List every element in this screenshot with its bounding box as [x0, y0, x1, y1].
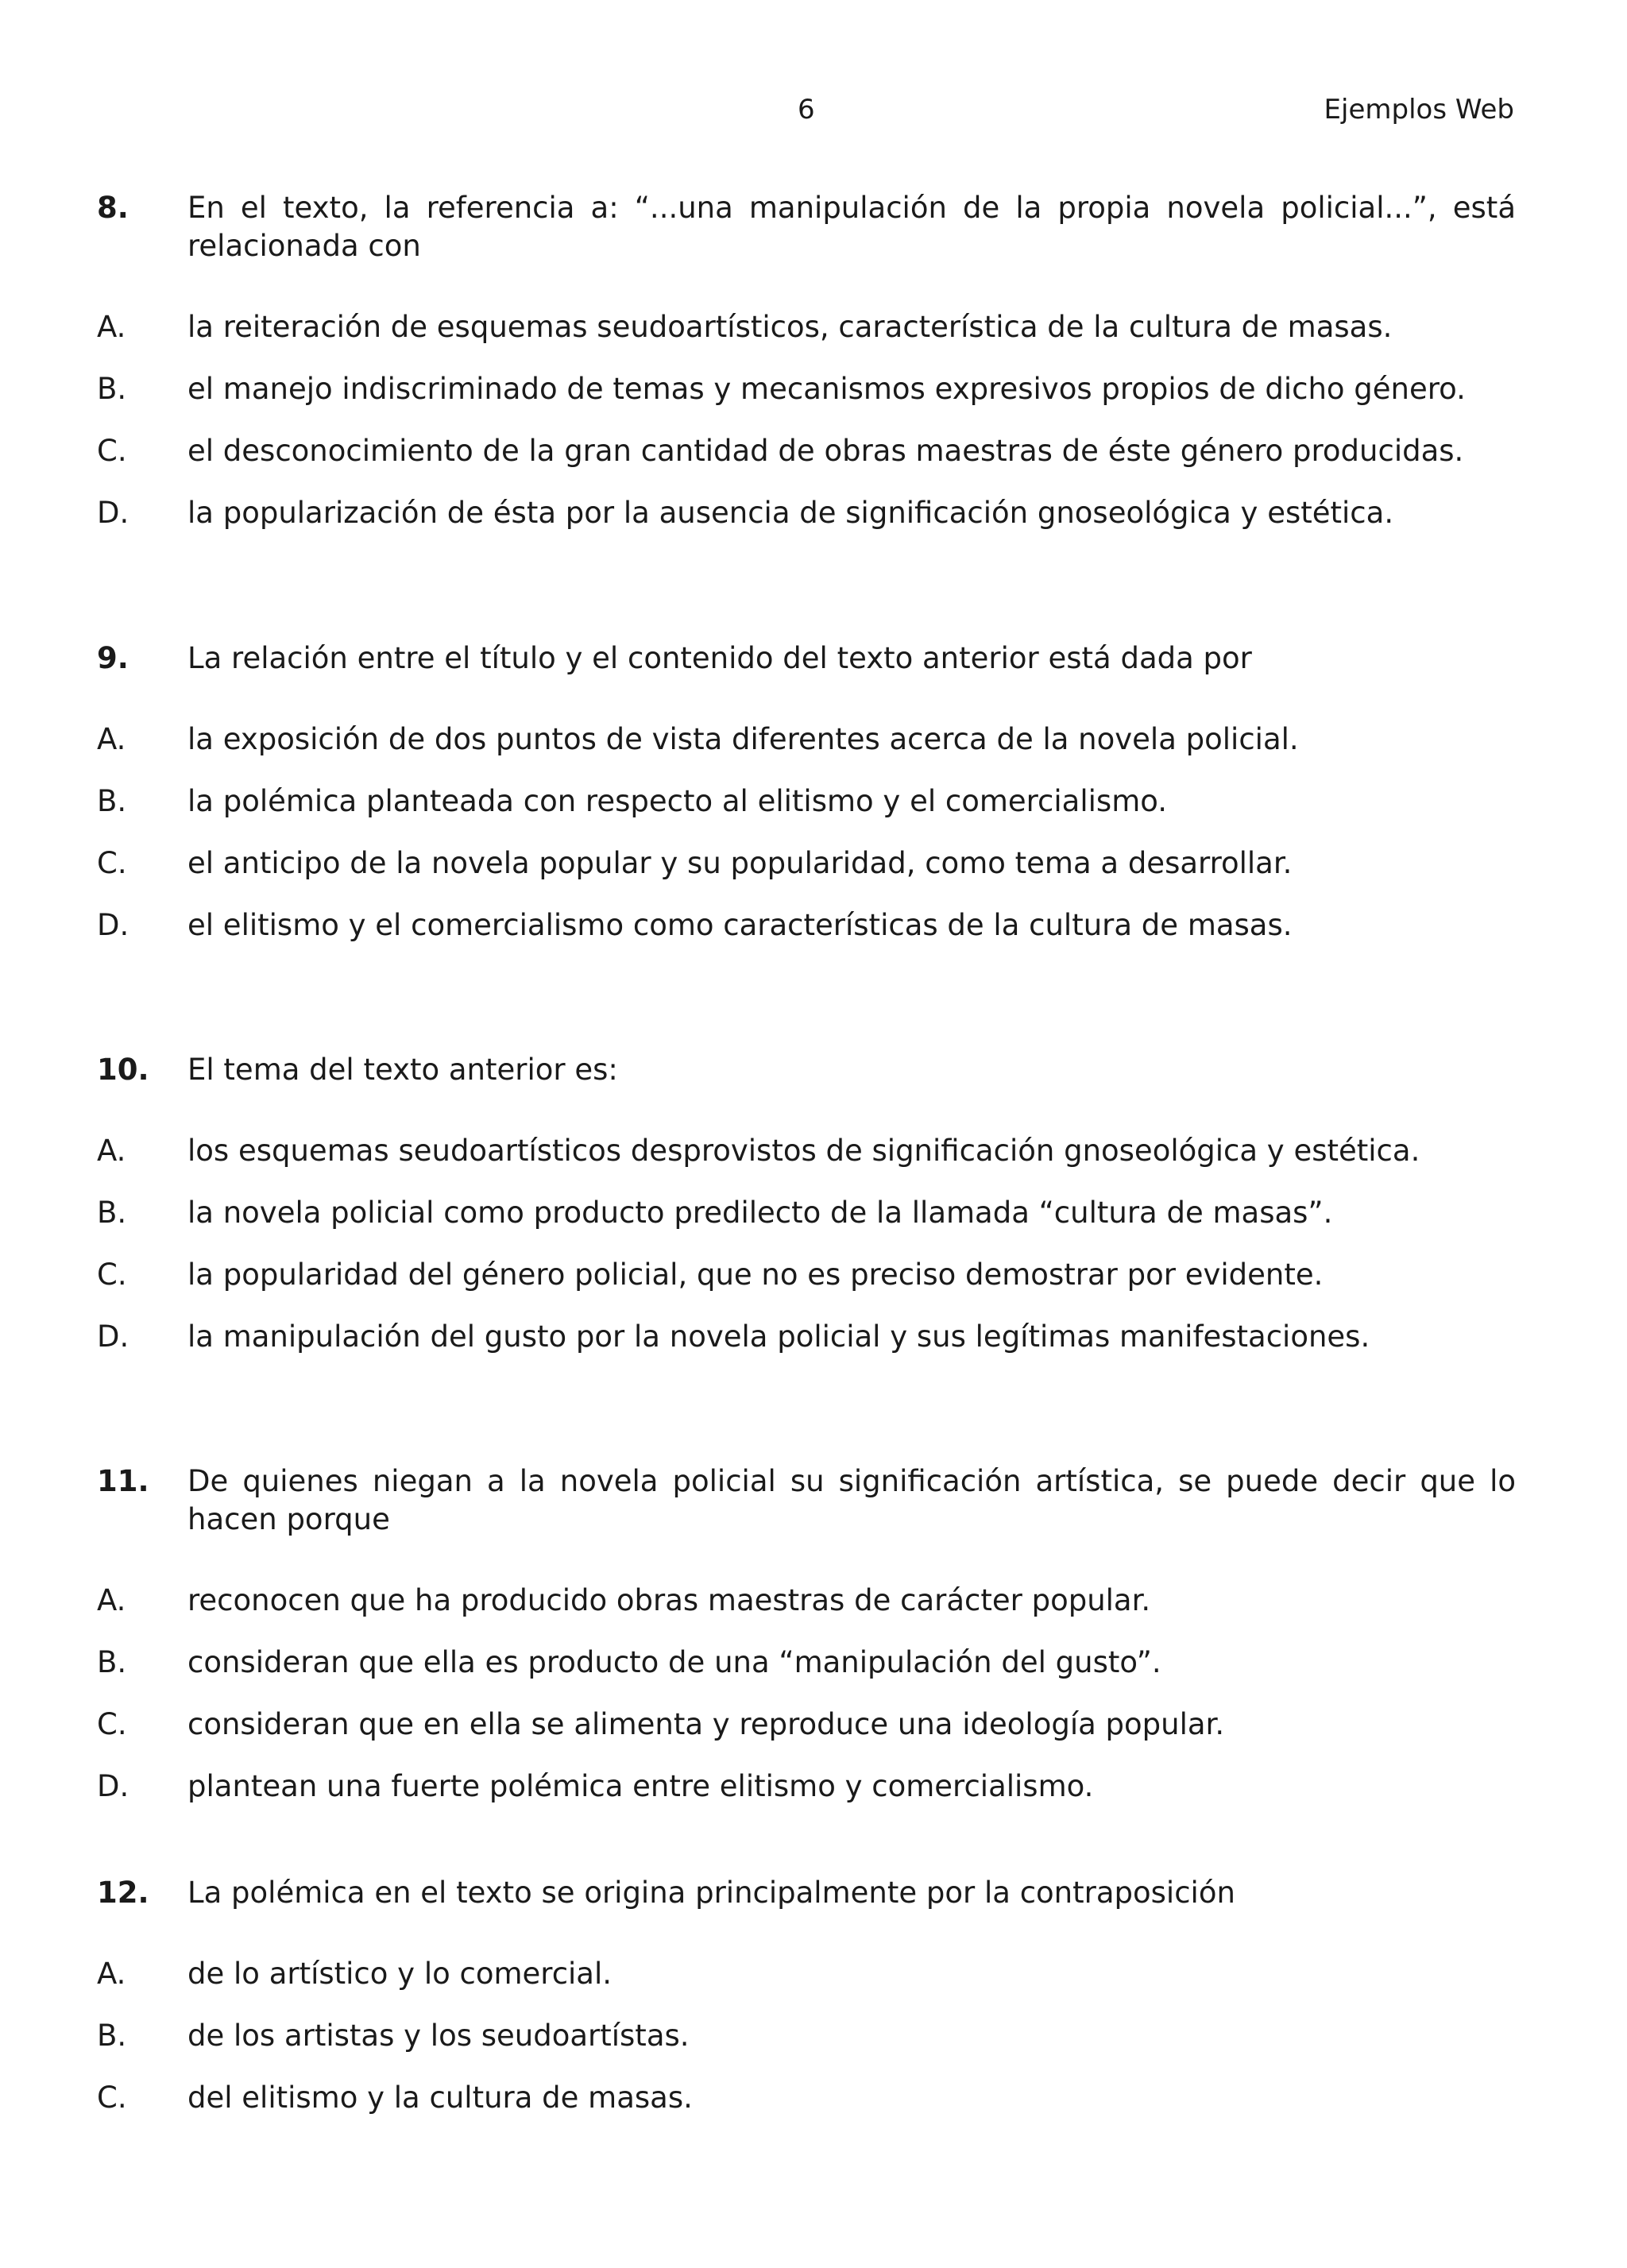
options-list: [97, 308, 1516, 556]
options-list: [97, 1132, 1516, 1380]
option-letter: A.: [97, 1957, 126, 1991]
option-letter: B.: [97, 1645, 127, 1679]
option-letter: A.: [97, 722, 126, 756]
option-text: plantean una fuerte polémica entre elitismo y comercialismo.: [187, 1769, 1094, 1803]
option-text: el elitismo y el comercialismo como características de la cultura de masas.: [187, 908, 1293, 942]
option-c: [97, 432, 1516, 494]
option-a: [97, 1582, 1516, 1644]
option-letter: B.: [97, 1196, 127, 1230]
option-b: [97, 2017, 1516, 2079]
option-c: [97, 1256, 1516, 1318]
question-stem: [97, 189, 1516, 265]
option-c: [97, 2079, 1516, 2141]
option-c: [97, 844, 1516, 906]
question-9: [97, 639, 1516, 968]
question-text: La relación entre el título y el contenido del texto anterior está dada por: [187, 641, 1252, 675]
option-text: del elitismo y la cultura de masas.: [187, 2081, 693, 2115]
option-letter: C.: [97, 434, 127, 468]
option-b: [97, 370, 1516, 432]
options-list: [97, 1955, 1516, 2141]
question-8: [97, 189, 1516, 556]
option-text: el anticipo de la novela popular y su popularidad, como tema a desarrollar.: [187, 846, 1293, 880]
option-letter: C.: [97, 846, 127, 880]
option-text: de lo artístico y lo comercial.: [187, 1957, 613, 1991]
option-letter: C.: [97, 1707, 127, 1741]
option-text: la popularidad del género policial, que no es preciso demostrar por evidente.: [187, 1258, 1324, 1292]
page-header: [0, 94, 1627, 129]
option-text: el manejo indiscriminado de temas y mecanismos expresivos propios de dicho género.: [187, 372, 1466, 406]
question-stem: [97, 1051, 1516, 1089]
option-letter: B.: [97, 2019, 127, 2053]
option-letter: A.: [97, 1583, 126, 1617]
question-number: 9.: [97, 641, 129, 675]
option-letter: C.: [97, 1258, 127, 1292]
page-number: 6: [798, 94, 815, 126]
question-text: El tema del texto anterior es:: [187, 1053, 618, 1087]
option-a: [97, 308, 1516, 370]
options-list: [97, 1582, 1516, 1829]
option-text: la popularización de ésta por la ausencia de significación gnoseológica y estética.: [187, 496, 1394, 530]
question-number: 11.: [97, 1464, 149, 1498]
option-d: [97, 906, 1516, 968]
option-letter: B.: [97, 372, 127, 406]
question-stem: [97, 1874, 1516, 1912]
option-text: el desconocimiento de la gran cantidad de obras maestras de éste género producidas.: [187, 434, 1464, 468]
option-a: [97, 1955, 1516, 2017]
option-letter: D.: [97, 908, 129, 942]
option-text: la novela policial como producto predilecto de la llamada “cultura de masas”.: [187, 1196, 1333, 1230]
option-letter: D.: [97, 496, 129, 530]
question-number: 12.: [97, 1876, 149, 1910]
option-d: [97, 494, 1516, 556]
option-b: [97, 782, 1516, 844]
question-text: De quienes niegan a la novela policial su significación artística, se puede decir que lo hacen porque: [187, 1464, 1516, 1536]
question-number: 10.: [97, 1053, 149, 1087]
option-letter: D.: [97, 1319, 129, 1354]
header-title: Ejemplos Web: [1324, 94, 1514, 126]
option-a: [97, 1132, 1516, 1194]
option-letter: D.: [97, 1769, 129, 1803]
question-stem: [97, 1462, 1516, 1539]
question-stem: [97, 639, 1516, 678]
options-list: [97, 721, 1516, 968]
option-text: la polémica planteada con respecto al elitismo y el comercialismo.: [187, 784, 1167, 818]
option-a: [97, 721, 1516, 782]
option-text: la reiteración de esquemas seudoartísticos, característica de la cultura de masas.: [187, 310, 1393, 344]
question-number: 8.: [97, 191, 129, 225]
option-text: reconocen que ha producido obras maestras de carácter popular.: [187, 1583, 1151, 1617]
option-text: de los artistas y los seudoartístas.: [187, 2019, 690, 2053]
option-d: [97, 1768, 1516, 1829]
option-d: [97, 1318, 1516, 1380]
question-11: [97, 1462, 1516, 1829]
question-10: [97, 1051, 1516, 1380]
question-text: En el texto, la referencia a: “...una manipulación de la propia novela policial...”, está relacionada con: [187, 191, 1516, 263]
option-b: [97, 1194, 1516, 1256]
option-letter: B.: [97, 784, 127, 818]
option-text: los esquemas seudoartísticos desprovistos de significación gnoseológica y estética.: [187, 1134, 1420, 1168]
option-text: consideran que ella es producto de una “manipulación del gusto”.: [187, 1645, 1161, 1679]
option-letter: A.: [97, 310, 126, 344]
option-text: la manipulación del gusto por la novela policial y sus legítimas manifestaciones.: [187, 1319, 1370, 1354]
option-text: la exposición de dos puntos de vista diferentes acerca de la novela policial.: [187, 722, 1299, 756]
option-c: [97, 1706, 1516, 1768]
question-text: La polémica en el texto se origina principalmente por la contraposición: [187, 1876, 1235, 1910]
option-text: consideran que en ella se alimenta y reproduce una ideología popular.: [187, 1707, 1225, 1741]
option-b: [97, 1644, 1516, 1706]
question-12: [97, 1874, 1516, 2141]
option-letter: A.: [97, 1134, 126, 1168]
option-letter: C.: [97, 2081, 127, 2115]
